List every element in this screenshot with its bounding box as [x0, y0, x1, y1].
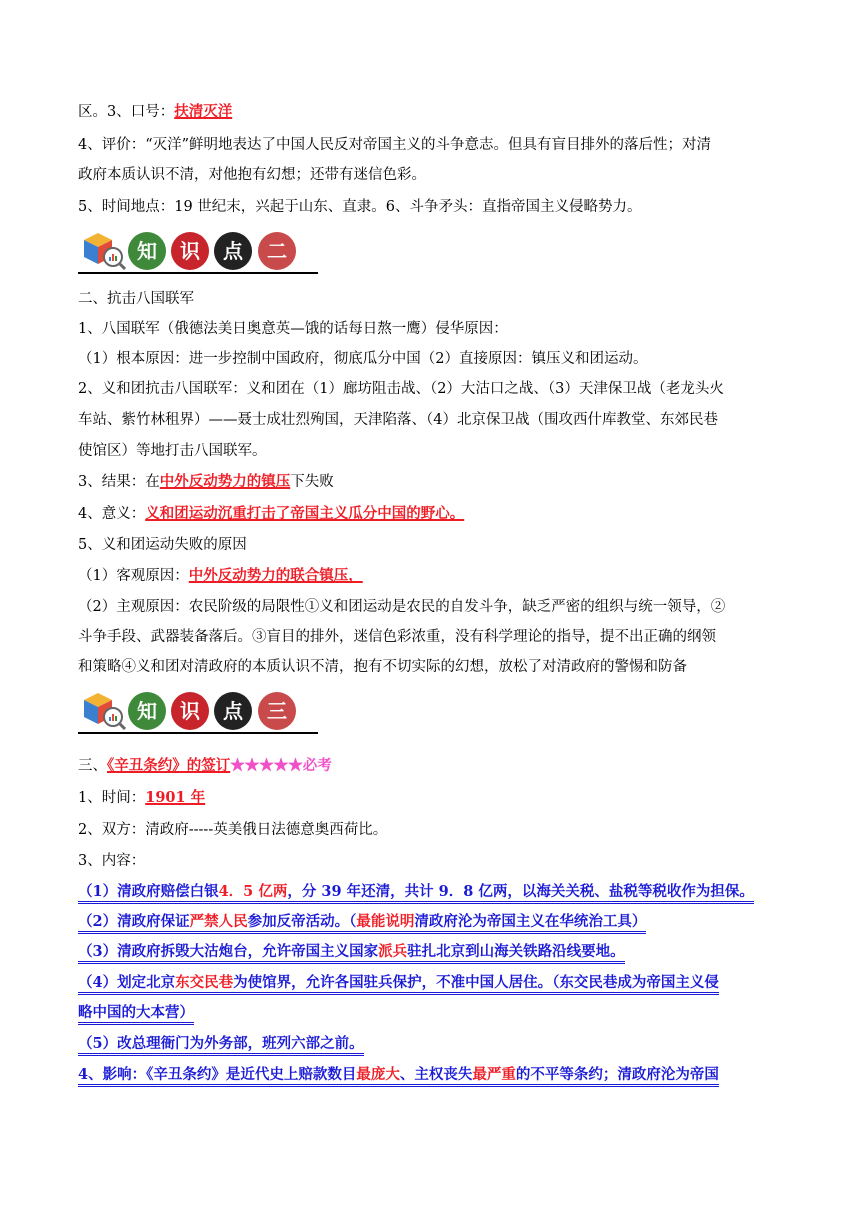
significance-highlight: 义和团运动沉重打击了帝国主义瓜分中国的野心。: [145, 505, 465, 522]
badge-dian: 点: [214, 692, 252, 730]
s2-line-5: 使馆区）等地打击八国联军。: [78, 443, 267, 459]
badge-shi: 识: [171, 692, 209, 730]
s2-subjective-1: （2）主观原因：农民阶级的局限性①义和团运动是农民的自发斗争，缺乏严密的组织与统一领导，②: [78, 599, 726, 615]
section-3-title: 三、《辛丑条约》的签订★★★★★必考: [78, 757, 332, 774]
header-rule: [78, 732, 318, 734]
treaty-title: 《辛丑条约》的签订: [107, 757, 231, 774]
content-item-3: （3）清政府拆毁大沽炮台，允许帝国主义国家派兵驻扎北京到山海关铁路沿线要地。: [78, 941, 784, 963]
knowledge-point-3-header: [78, 688, 318, 734]
evaluation-line-1: 4、评价：“灭洋”鲜明地表达了中国人民反对帝国主义的斗争意志。但具有盲目排外的落后性；对清: [78, 137, 712, 153]
evaluation-line-2: 政府本质认识不清，对他抱有幻想；还带有迷信色彩。: [78, 167, 426, 183]
badge-shi: 识: [171, 232, 209, 270]
s2-line-1: 1、八国联军（俄德法美日奥意英—饿的话每日熬一鹰）侵华原因：: [78, 321, 508, 337]
s3-impact: 4、影响：《辛丑条约》是近代史上赔款数目最庞大、主权丧失最严重的不平等条约；清政府沦为帝国: [78, 1064, 784, 1086]
badge-zhi: 知: [128, 232, 166, 270]
must-test-stars: ★★★★★必考: [230, 757, 332, 774]
s2-result: 3、结果：在中外反动势力的镇压下失败: [78, 473, 334, 490]
s2-failure-title: 5、义和团运动失败的原因: [78, 537, 247, 553]
s2-subjective-3: 和策略④义和团对清政府的本质认识不清，抱有不切实际的幻想，放松了对清政府的警惕和防备: [78, 659, 687, 675]
content-item-5: （5）改总理衙门为外务部，班列六部之前。: [78, 1033, 784, 1055]
content-item-1: （1）清政府赔偿白银4．5 亿两，分 39 年还清，共计 9．8 亿两，以海关关税、盐税等税收作为担保。: [78, 881, 784, 903]
result-highlight: 中外反动势力的镇压: [159, 473, 291, 490]
badge-zhi: 知: [128, 692, 166, 730]
cube-magnifier-icon: [80, 690, 126, 730]
s2-subjective-2: 斗争手段、武器装备落后。③盲目的排外，迷信色彩浓重，没有科学理论的指导，提不出正确的纲领: [78, 629, 716, 645]
objective-highlight: 中外反动势力的联合镇压，: [188, 567, 363, 584]
badge-number: 二: [258, 232, 296, 270]
header-rule: [78, 272, 318, 274]
s2-significance: 4、意义：义和团运动沉重打击了帝国主义瓜分中国的野心。: [78, 505, 465, 522]
badge-number: 三: [258, 692, 296, 730]
time-place-line: 5、时间地点：19 世纪末，兴起于山东、直隶。6、斗争矛头：直指帝国主义侵略势力。: [78, 199, 642, 215]
content-item-4: （4）划定北京东交民巷为使馆界，允许各国驻兵保护，不准中国人居住。（东交民巷成为帝国主义侵: [78, 972, 784, 994]
slogan-line: 区。3、口号：扶清灭洋: [78, 103, 233, 120]
section-2-title: 二、抗击八国联军: [78, 291, 194, 307]
badge-dian: 点: [214, 232, 252, 270]
s2-line-4: 车站、紫竹林租界）——聂士成壮烈殉国，天津陷落、（4）北京保卫战（围攻西什库教堂、东郊民巷: [78, 412, 718, 428]
cube-magnifier-icon: [80, 230, 126, 270]
s3-time: 1、时间：1901 年: [78, 789, 206, 806]
s2-line-3: 2、义和团抗击八国联军：义和团在（1）廊坊阻击战、（2）大沽口之战、（3）天津保卫战（老龙头火: [78, 381, 724, 397]
slogan-highlight: 扶清灭洋: [174, 103, 233, 120]
s3-content-title: 3、内容：: [78, 853, 146, 869]
s2-line-2: （1）根本原因：进一步控制中国政府，彻底瓜分中国（2）直接原因：镇压义和团运动。: [78, 351, 648, 367]
s3-parties: 2、双方：清政府-----英美俄日法德意奥西荷比。: [78, 822, 388, 838]
knowledge-point-2-header: [78, 228, 318, 274]
content-item-4-cont: 略中国的大本营）: [78, 1002, 784, 1024]
year-highlight: 1901 年: [145, 789, 206, 806]
content-item-2: （2）清政府保证严禁人民参加反帝活动。（最能说明清政府沦为帝国主义在华统治工具）: [78, 911, 784, 933]
s2-objective: （1）客观原因：中外反动势力的联合镇压，: [78, 567, 363, 584]
